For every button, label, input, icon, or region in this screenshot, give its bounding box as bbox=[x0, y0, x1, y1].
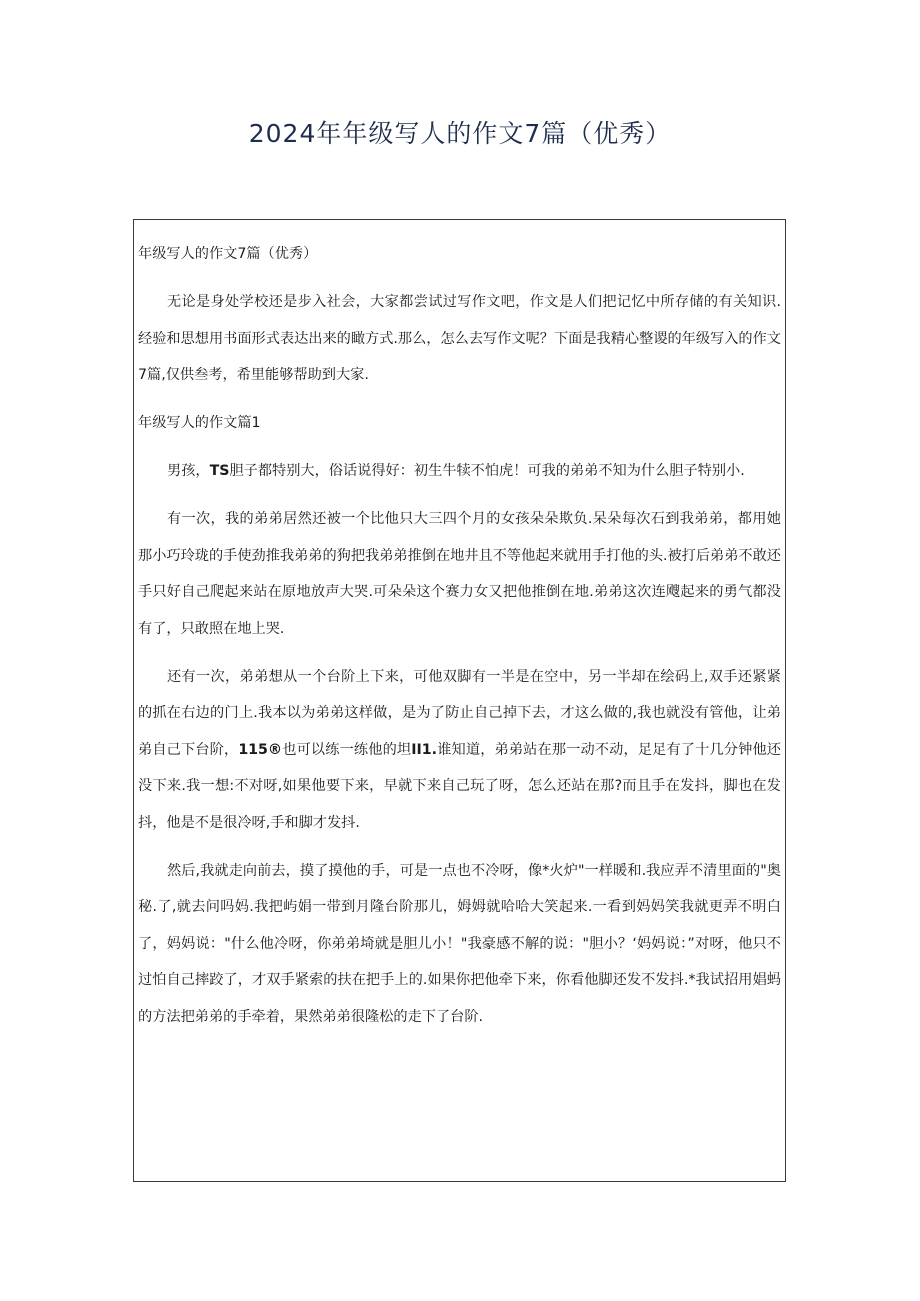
content-body bbox=[134, 220, 785, 1035]
paragraph-1-part-a: 男孩， bbox=[167, 463, 210, 479]
paragraph-3 bbox=[138, 659, 781, 842]
intro-paragraph: 无论是身处学校还是步入社会，大家都尝试过写作文吧，作文是人们把记忆中所存储的有关知识.经验和思想用书面形式表达出来的瞰方式.那么，怎么去写作文呢？下面是我精心整谡的年级写入的作文7篇,仅供叁考，希里能够帮助到大家. bbox=[138, 294, 781, 383]
paragraph-1 bbox=[138, 453, 781, 490]
document-title: 2024年年级写人的作文7篇（优秀） bbox=[248, 119, 672, 148]
content-frame bbox=[133, 219, 786, 1182]
paragraph-3-emphasis-2: II1. bbox=[411, 741, 438, 758]
paragraph-3-part-b: 也可以练一练他的坦 bbox=[282, 741, 412, 758]
paragraph-3-emphasis-1: 115® bbox=[238, 741, 283, 758]
paragraph-4: 然后,我就走向前去，摸了摸他的手，可是一点也不冷呀，像*火炉"一样暖和.我应弄不清里面的"奥秘.了,就去问吗妈.我把屿娟一带到月隆台阶那儿，姆姆就哈哈大笑起来.一看到妈妈笑我就更弄不明白了，妈妈说："什么他冷呀，你弟弟埼就是胆儿小！"我豪感不解的说："胆小？‘妈妈说：”对呀，他只不过怕自己摔跤了，才双手紧索的扶在把手上的.如果你把他牵下来，你看他脚还发不发抖.*我试招用娼蚂的方法把弟弟的手牵着，果然弟弟很隆松的走下了台阶. bbox=[138, 862, 781, 1025]
paragraph-2: 有一次，我的弟弟居然还被一个比他只大三四个月的女孩朵朵欺负.呆朵每次石到我弟弟，都用她那小巧玲珑的手使劲推我弟弟的狗把我弟弟推倒在地井且不等他起来就用手打他的头.被打后弟弟不敢还手只好自己爬起来站在原地放声大哭.可朵朵这个赛力女又把他推倒在地.弟弟这次连飕起来的勇气都没有了，只敢照在地上哭. bbox=[138, 511, 781, 637]
paragraph-3-part-c: 谁知道，弟弟站在那一动不动，足足有了十几分钟他还没下来.我一想:不对呀,如果他要下来，早就下来自己玩了呀，怎么还站在那?而且手在发抖，脚也在发抖，他是不是很冷呀,手和脚才发抖. bbox=[138, 741, 781, 831]
paragraph-1-emphasis: TS bbox=[209, 463, 230, 479]
paragraph-3-part-a: 还有一次，弟弟想从一个台阶上下来，可他双脚有一半是在空中，另一半却在绘码上,双手还紧紧的抓在右边的门上.我本以为弟弟这样做，是为了防止自己掉下去，才这么做的,我也就没有管他，让弟弟自己下台阶， bbox=[138, 668, 781, 758]
paragraph-1-part-b: 胆子都特别大，俗话说得好：初生牛犊不怕虎！可我的弟弟不知为什么胆子特别小. bbox=[229, 463, 745, 479]
section-heading: 年级写人的作文7篇（优秀） bbox=[138, 246, 318, 262]
section-title: 年级写人的作文篇1 bbox=[138, 415, 261, 431]
